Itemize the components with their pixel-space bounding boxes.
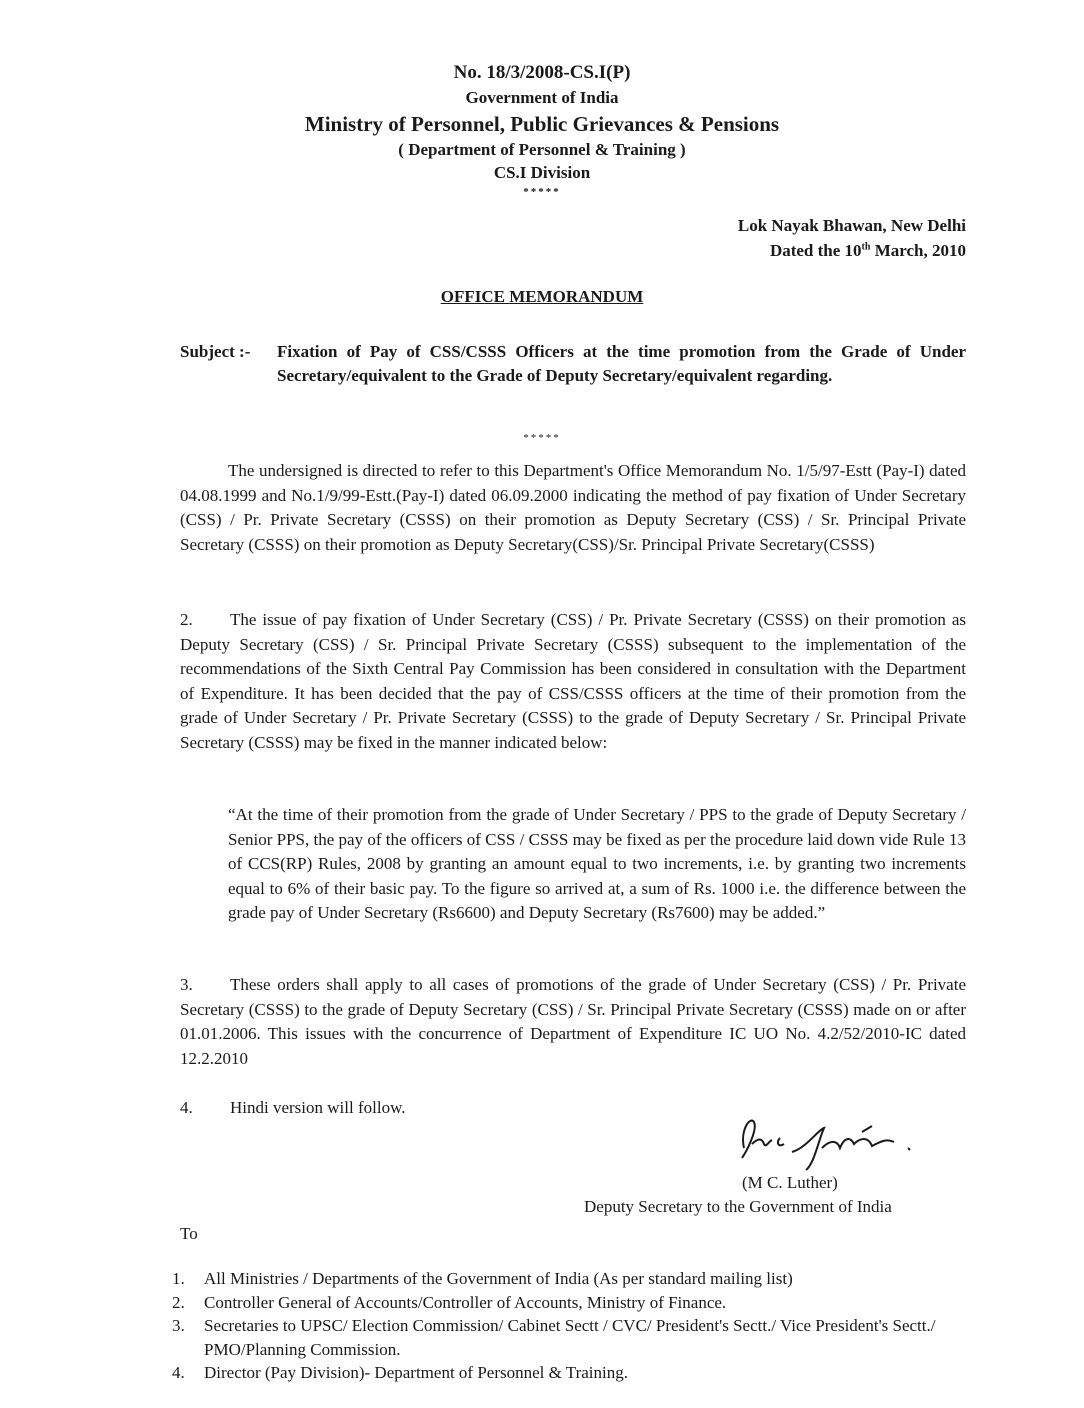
memo-date: [770, 241, 966, 261]
paragraph-2-text: The issue of pay fixation of Under Secretary (CSS) / Pr. Private Secretary (CSSS) on their promotion as Deputy Secretary (CSS) / Sr. Principal Private Secretary (CSSS) subsequent to the implementation of the recommendations of the Sixth Central Pay Commission has been considered in consultation with the Department of Expenditure. It has been decided that the pay of CSS/CSSS officers at the time of their promotion from the grade of Under Secretary / Pr. Private Secretary (CSSS) to the grade of Deputy Secretary / Sr. Principal Private Secretary (CSSS) may be fixed in the manner indicated below:: [180, 610, 966, 752]
list-item-text: All Ministries / Departments of the Government of India (As per standard mailing list): [204, 1269, 793, 1288]
list-item-number: 3.: [172, 1316, 185, 1335]
list-item-text: Secretaries to UPSC/ Election Commission/ Cabinet Sectt / CVC/ President's Sectt./ Vice President's Sectt./ PMO/Planning Commission.: [204, 1316, 936, 1359]
list-item-text: Director (Pay Division)- Department of Personnel & Training.: [204, 1363, 628, 1382]
paragraph-4-number: 4.: [180, 1098, 193, 1117]
department-heading: ( Department of Personnel & Training ): [398, 140, 686, 159]
list-item-text: Controller General of Accounts/Controller of Accounts, Ministry of Finance.: [204, 1292, 727, 1312]
subject-stars: *****: [523, 432, 561, 444]
subject-text: Fixation of Pay of CSS/CSSS Officers at the time promotion from the Grade of Under Secretary/equivalent to the Grade of Deputy Secretary/equivalent regarding.: [277, 342, 966, 385]
subject-block: [180, 340, 966, 388]
list-item: [172, 1314, 972, 1361]
list-item: [172, 1291, 972, 1315]
paragraph-4-text: Hindi version will follow.: [230, 1098, 406, 1117]
file-number: No. 18/3/2008-CS.I(P): [453, 62, 631, 83]
place-location: Lok Nayak Bhawan, New Delhi: [737, 216, 966, 235]
handwritten-signature: [722, 1108, 942, 1172]
list-item-number: 1.: [172, 1269, 185, 1288]
date-suffix: March, 2010: [870, 241, 966, 260]
ministry-heading: Ministry of Personnel, Public Grievances & Pensions: [304, 112, 780, 136]
paragraph-2: [180, 608, 966, 755]
paragraph-4: [180, 1098, 406, 1118]
paragraph-3-text: These orders shall apply to all cases of promotions of the grade of Under Secretary (CSS) / Pr. Private Secretary (CSSS) to the grade of Deputy Secretary (CSS) / Sr. Principal Private Secretary (CSSS) made on or after 01.01.2006. This issues with the concurrence of Department of Expenditure IC UO No. 4.2/52/2010-IC dated 12.2.2010: [180, 975, 966, 1068]
date-superscript: th: [861, 241, 871, 253]
memo-title: OFFICE MEMORANDUM: [440, 287, 644, 306]
government-heading: Government of India: [465, 88, 619, 107]
list-item: [172, 1361, 972, 1385]
division-heading: CS.I Division: [493, 163, 591, 182]
paragraph-1: The undersigned is directed to refer to this Department's Office Memorandum No. 1/5/97-Estt (Pay-I) dated 04.08.1999 and No.1/9/99-Estt.(Pay-I) dated 06.09.2000 indicating the method of pay fixation of Under Secretary (CSS) / Pr. Private Secretary (CSSS) on their promotion as Deputy Secretary (CSS) / Sr. Principal Private Secretary (CSSS) on their promotion as Deputy Secretary(CSS)/Sr. Principal Private Secretary(CSSS): [180, 461, 966, 554]
subject-label: Subject :-: [180, 342, 251, 361]
to-label: To: [180, 1224, 198, 1243]
signatory-name: (M C. Luther): [742, 1173, 838, 1192]
list-item: [172, 1267, 972, 1291]
signatory-designation: Deputy Secretary to the Government of India: [584, 1197, 892, 1216]
distribution-list: [172, 1267, 972, 1385]
paragraph-3-number: 3.: [180, 975, 193, 994]
date-prefix: Dated the 10: [769, 241, 862, 260]
header-stars: *****: [523, 186, 561, 198]
paragraph-2-number: 2.: [180, 610, 193, 629]
paragraph-3: [180, 973, 966, 1071]
list-item-number: 2.: [172, 1292, 185, 1312]
list-item-number: 4.: [172, 1363, 185, 1382]
quoted-order: “At the time of their promotion from the grade of Under Secretary / PPS to the grade of Deputy Secretary / Senior PPS, the pay of the officers of CSS / CSSS may be fixed as per the procedure laid down vide Rule 13 of CCS(RP) Rules, 2008 by granting an amount equal to two increments, i.e. by granting two increments equal to 6% of their basic pay. To the figure so arrived at, a sum of Rs. 1000 i.e. the difference between the grade pay of Under Secretary (Rs6600) and Deputy Secretary (Rs7600) may be added.”: [228, 805, 966, 922]
